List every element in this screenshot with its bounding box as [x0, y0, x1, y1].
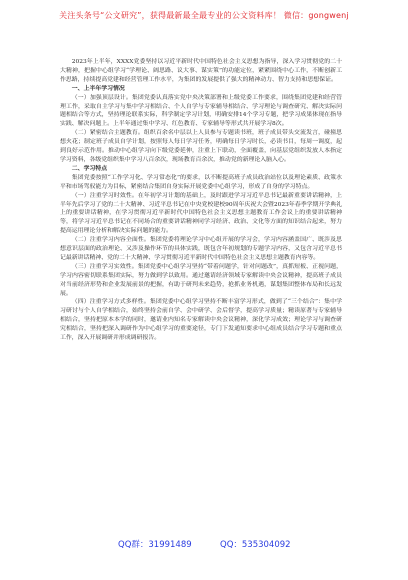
document-body [60, 58, 342, 343]
body-paragraph: （三）注重学习实效性。集团党委中心组学习坚持“带着问题学，针对问题改”，真抓短板、正视问题，学习内容密切联系集团实际，努力做到学以致用。通过邀请经济领域专家解读中央会议精神，提高班子成员对当前经济形势和企业发展前景的把握，有助于研判未来趋势，抢抓业务机遇，谋划集团整体布局和长远发展。 [60, 263, 342, 297]
body-paragraph: 2023年上半年，XXXX党委坚持以习近平新时代中国特色社会主义思想为指导，深入学习贯彻党的二十大精神，把握中心组学习“学理论、阔思路、议大事、谋实策”的功能定位，紧紧围绕中心工作，不断创新工作思路，持续提高党建和经营管理工作水平，为集团的发展提供了强大的精神动力、智力支持和思想保证。 [60, 59, 342, 83]
promo-banner: 关注头条号“公文研究”，获得最新最全最专业的公文资料库！ 微信：gongwenj [59, 11, 349, 20]
body-paragraph: 集团党委按照“工作学习化、学习常态化”的要求，以不断提高班子成员政治站位以及理论素质、政策水平和市场驾驭能力为目标，紧密结合集团自身实际开展党委中心组学习，形成了自身的学习特点。 [60, 174, 342, 190]
section-heading: 一、上半年学习情况 [71, 84, 125, 92]
body-paragraph: （二）紧密结合主题教育。组织百余名中层以上人员参与专题读书班，班子成员带头交流发言，碰撞思想火花；制定班子成员自学计划，按照每人每日学习任务，明确每日学习时长，必读书目，每周一调度，起到良好示范作用。推动中心组学习向下级党委延伸，注重上下联动，全面覆盖，向基层党组织发放人本指定学习资料，各级党组织集中学习八百余次，现场教育百余次，推动党的新理论入脑入心。 [60, 130, 342, 163]
body-paragraph: （一）加强顶层设计。集团党委认真落实党中央决策部署和上级党委工作要求，围绕集团党建和经营管理工作，采取自主学习与集中学习相结合、个人自学与专家辅导相结合、学习理论与调查研究、解决实际问题相结合等方式，坚持理论联系实际，科学制定学习计划，明确安排14个学习专题，把学习成果体现在指导实践、解决问题上。上半年通过集中学习、红色教育、专家辅导等形式共开展学习8次。 [60, 94, 342, 128]
qq-number: QQ：535304092 [220, 540, 291, 550]
body-paragraph: （一）注重学习时效性。在年初学习计划的基础上，及时跟进学习习近平总书记最新重要讲话精神，上半年先后学习了党的二十大精神、习近平总书记在中央党校建校90周年庆祝大会暨2023年春季学期开学典礼上的重要讲话精神，在学习贯彻习近平新时代中国特色社会主义思想主题教育工作会议上的重要讲话精神等，将学习习近平总书记在不同场合的重要讲话精神同学习经济、政治、文化等方面的知识结合起来，努力提高运用理论分析和解决实际问题的能力。 [60, 192, 342, 235]
section-heading: 二、学习特点 [71, 164, 108, 172]
body-paragraph: （二）注重学习内容全面性。集团党委将理论学习中心组开展的学习会，学习内容涵盖国广、既涉及思想意识层面的政治理论、又涉及操作环节的具体实践，既包含年初规划的专题学习内容，又包含习近平总书记最新讲话精神、党的二十大精神、学习贯彻习近平新时代中国特色社会主义思想主题教育内容等。 [60, 237, 342, 261]
qq-group-number: QQ群：31991489 [118, 540, 192, 550]
body-paragraph: （四）注重学习方式多样性。集团党委中心组学习坚持不断丰富学习形式，做到了“三个结合”：集中学习研讨与个人自学相结合，始终坚持会前自学、会中研学、会后督学，提高学习质量；精读原著与专家辅导相结合，坚持把原本本学的同时，邀请业内知名专家解读中央会议精神，深化学习成效；理论学习与调查研究相结合，坚持把深入调研作为中心组学习的重要途径，专门下发通知要求中心组成员结合学习专题和重点工作，深入开展调研并形成调研报告。 [60, 299, 342, 342]
